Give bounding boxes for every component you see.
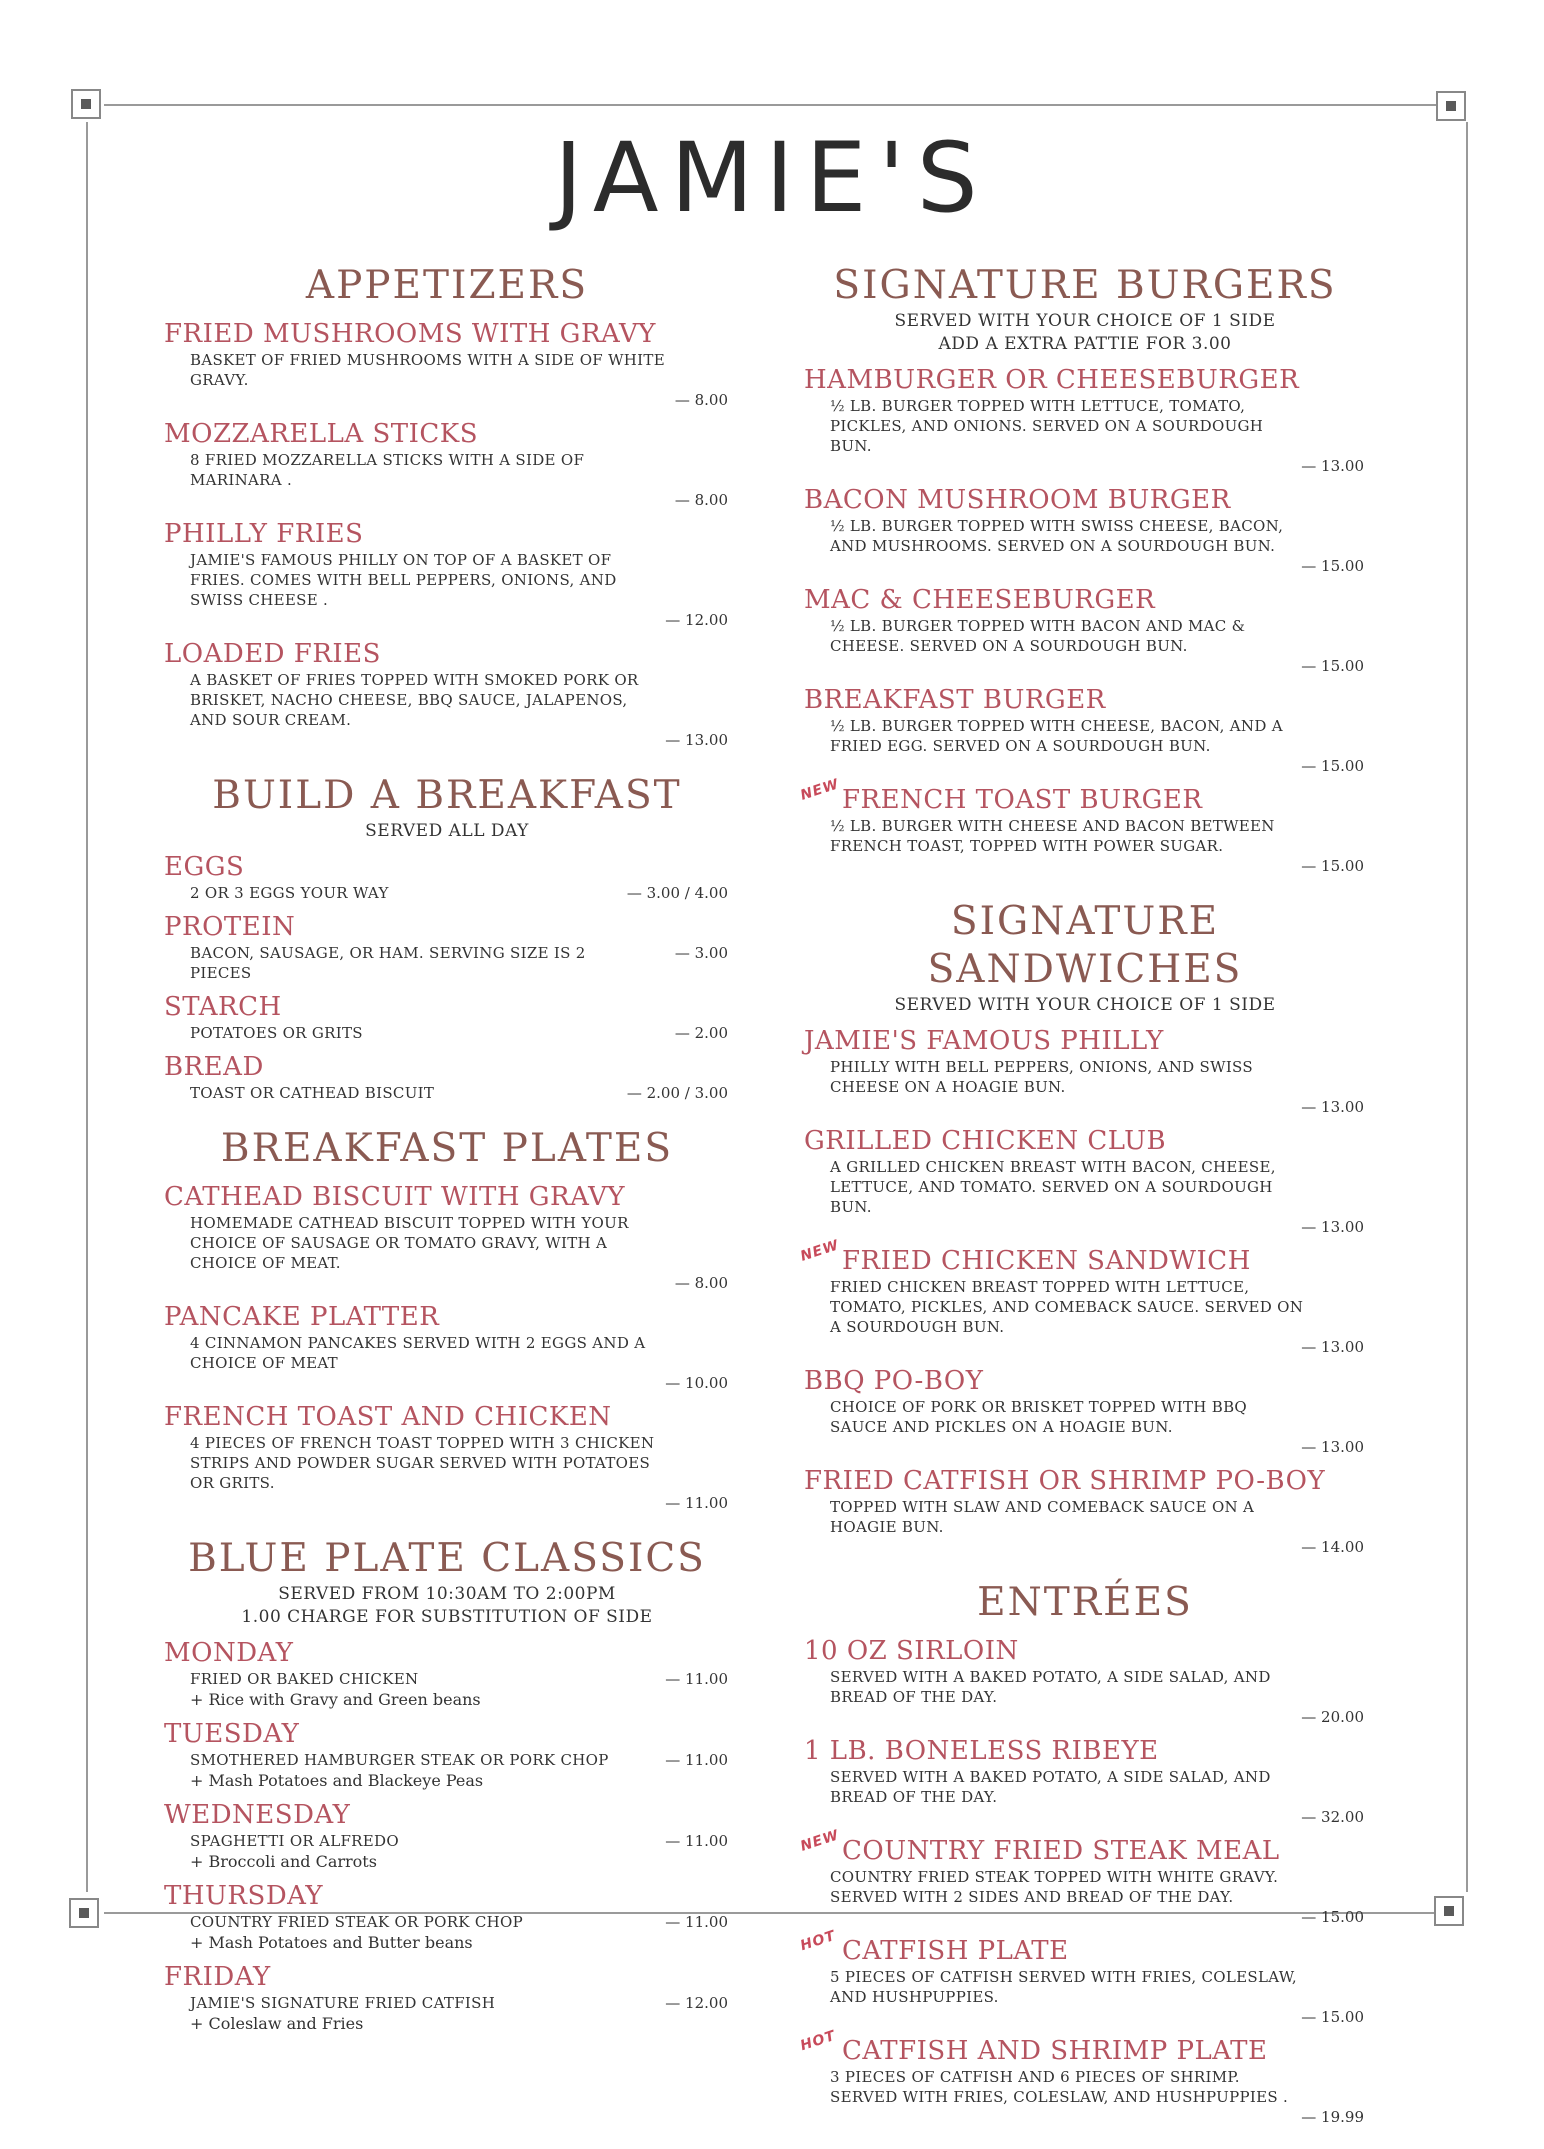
item-description: SERVED WITH A BAKED POTATO, A SIDE SALAD, AND BREAD OF THE DAY. (830, 1768, 1271, 1806)
item-price: — 13.00 (1301, 1218, 1364, 1236)
item-description: ½ LB. BURGER TOPPED WITH BACON AND MAC & CHEESE. SERVED ON A SOURDOUGH BUN. (830, 617, 1246, 655)
section-signature-burgers (798, 262, 1366, 876)
item-description: 8 FRIED MOZZARELLA STICKS WITH A SIDE OF MARINARA . (190, 451, 585, 489)
item-description: 3 PIECES OF CATFISH AND 6 PIECES OF SHRIMP. SERVED WITH FRIES, COLESLAW, AND HUSHPUPPIES . (830, 2068, 1289, 2106)
item-name: MAC & CHEESEBURGER (804, 585, 1156, 615)
item-description: PHILLY WITH BELL PEPPERS, ONIONS, AND SWISS CHEESE ON A HOAGIE BUN. (830, 1058, 1253, 1096)
item-price: — 15.00 (1301, 2008, 1364, 2026)
item-description: ½ LB. BURGER TOPPED WITH SWISS CHEESE, BACON, AND MUSHROOMS. SERVED ON A SOURDOUGH BUN. (830, 517, 1284, 555)
menu-item (164, 638, 730, 750)
item-sides: + Broccoli and Carrots (190, 1852, 377, 1871)
section-entrees (798, 1579, 1366, 2127)
corner-ornament-bottom-right (1434, 1896, 1464, 1926)
item-description: COUNTRY FRIED STEAK TOPPED WITH WHITE GRAVY. SERVED WITH 2 SIDES AND BREAD OF THE DAY. (830, 1868, 1279, 1906)
item-sides: + Mash Potatoes and Blackeye Peas (190, 1771, 484, 1790)
item-description: SERVED WITH A BAKED POTATO, A SIDE SALAD, AND BREAD OF THE DAY. (830, 1668, 1271, 1706)
item-name: FRIDAY (164, 1962, 271, 1992)
item-description: A GRILLED CHICKEN BREAST WITH BACON, CHEESE, LETTUCE, AND TOMATO. SERVED ON A SOURDOUGH BUN. (830, 1158, 1276, 1216)
item-name: GRILLED CHICKEN CLUB (804, 1126, 1167, 1156)
item-name: BREAKFAST BURGER (804, 685, 1106, 715)
section-title: APPETIZERS (305, 263, 589, 308)
item-name: CATFISH PLATE (842, 1936, 1069, 1966)
item-name: FRENCH TOAST BURGER (842, 785, 1203, 815)
item-name: JAMIE'S FAMOUS PHILLY (804, 1026, 1164, 1056)
menu-item (804, 1025, 1366, 1117)
item-price: — 15.00 (1301, 1908, 1364, 1926)
section-build-a-breakfast (164, 772, 730, 1103)
item-price: — 12.00 (665, 611, 728, 629)
item-name: CATFISH AND SHRIMP PLATE (842, 2036, 1268, 2066)
menu-item (804, 1465, 1366, 1557)
item-description: JAMIE'S SIGNATURE FRIED CATFISH (190, 1994, 496, 2012)
new-badge: NEW (798, 1237, 842, 1265)
menu-item (164, 1718, 730, 1791)
menu-item (164, 1401, 730, 1513)
item-price: — 15.00 (1301, 557, 1364, 575)
section-title: BREAKFAST PLATES (220, 1126, 674, 1171)
item-price: — 11.00 (665, 1751, 728, 1769)
item-name: PANCAKE PLATTER (164, 1302, 440, 1332)
menu-item (164, 1880, 730, 1953)
item-price: — 15.00 (1301, 857, 1364, 875)
section-subtitle: SERVED ALL DAY (365, 821, 529, 841)
item-price: — 20.00 (1301, 1708, 1364, 1726)
section-signature-sandwiches (798, 898, 1366, 1557)
item-name: EGGS (164, 852, 245, 882)
item-sides: + Rice with Gravy and Green beans (190, 1690, 481, 1709)
menu-item (804, 1635, 1366, 1727)
menu-item (164, 418, 730, 510)
item-name: FRIED CATFISH OR SHRIMP PO-BOY (804, 1466, 1326, 1496)
menu-item (164, 911, 730, 983)
item-name: HAMBURGER OR CHEESEBURGER (804, 365, 1300, 395)
item-name: WEDNESDAY (164, 1800, 351, 1830)
item-price: — 3.00 / 4.00 (626, 884, 728, 902)
item-name: MOZZARELLA STICKS (164, 419, 479, 449)
corner-ornament-bottom-left (69, 1898, 99, 1928)
corner-ornament-top-right (1436, 91, 1466, 121)
menu-item (164, 1961, 730, 2034)
item-name: THURSDAY (164, 1881, 324, 1911)
section-subtitle: SERVED WITH YOUR CHOICE OF 1 SIDE (894, 311, 1276, 331)
item-price: — 13.00 (1301, 1338, 1364, 1356)
section-title: ENTRÉES (977, 1580, 1193, 1625)
item-description: FRIED OR BAKED CHICKEN (190, 1670, 419, 1688)
item-name: 1 LB. BONELESS RIBEYE (804, 1736, 1159, 1766)
item-price: — 13.00 (1301, 1438, 1364, 1456)
new-badge: NEW (798, 776, 842, 804)
menu-item (798, 1927, 1366, 2027)
item-description: CHOICE OF PORK OR BRISKET TOPPED WITH BBQ SAUCE AND PICKLES ON A HOAGIE BUN. (830, 1398, 1247, 1436)
section-blue-plate-classics (164, 1535, 730, 2034)
menu-item (164, 851, 730, 903)
section-breakfast-plates (164, 1125, 730, 1513)
menu-item (804, 1735, 1366, 1827)
item-description: SMOTHERED HAMBURGER STEAK OR PORK CHOP (190, 1751, 609, 1769)
menu-item (164, 991, 730, 1043)
menu-item (798, 2027, 1366, 2127)
item-description: 4 PIECES OF FRENCH TOAST TOPPED WITH 3 CHICKEN STRIPS AND POWDER SUGAR SERVED WITH POTATOES OR GRITS. (190, 1434, 655, 1492)
hot-badge: HOT (798, 1927, 838, 1955)
item-price: — 8.00 (674, 491, 728, 509)
section-title: BUILD A BREAKFAST (212, 773, 682, 818)
item-description: JAMIE'S FAMOUS PHILLY ON TOP OF A BASKET OF FRIES. COMES WITH BELL PEPPERS, ONIONS, AND SWISS CHEESE . (190, 551, 617, 609)
item-price: — 19.99 (1301, 2108, 1364, 2126)
item-price: — 11.00 (665, 1494, 728, 1512)
left-column (164, 262, 730, 2056)
item-name: MONDAY (164, 1638, 294, 1668)
menu-item (804, 1365, 1366, 1457)
hot-badge: HOT (798, 2027, 838, 2055)
item-name: PROTEIN (164, 912, 296, 942)
item-price: — 11.00 (665, 1913, 728, 1931)
item-description: A BASKET OF FRIES TOPPED WITH SMOKED PORK OR BRISKET, NACHO CHEESE, BBQ SAUCE, JALAPENOS, AND SOUR CREAM. (190, 671, 639, 729)
item-price: — 15.00 (1301, 757, 1364, 775)
item-price: — 13.00 (665, 731, 728, 749)
item-name: FRIED MUSHROOMS WITH GRAVY (164, 319, 656, 349)
section-title: SIGNATURE SANDWICHES (927, 899, 1243, 992)
item-price: — 14.00 (1301, 1538, 1364, 1556)
frame-right-line (1466, 122, 1468, 1892)
item-price: — 13.00 (1301, 1098, 1364, 1116)
menu-item (804, 584, 1366, 676)
item-price: — 3.00 (674, 944, 728, 962)
item-name: 10 OZ SIRLOIN (804, 1636, 1019, 1666)
item-price: — 15.00 (1301, 657, 1364, 675)
menu-item (804, 364, 1366, 476)
item-description: SPAGHETTI OR ALFREDO (190, 1832, 399, 1850)
menu-item (798, 776, 1366, 876)
item-price: — 8.00 (674, 1274, 728, 1292)
corner-ornament-top-left (71, 89, 101, 119)
section-appetizers (164, 262, 730, 750)
item-name: CATHEAD BISCUIT WITH GRAVY (164, 1182, 626, 1212)
menu-item (164, 1301, 730, 1393)
section-subtitle: SERVED WITH YOUR CHOICE OF 1 SIDE (894, 995, 1276, 1015)
section-title: BLUE PLATE CLASSICS (188, 1536, 706, 1581)
item-description: TOPPED WITH SLAW AND COMEBACK SAUCE ON A HOAGIE BUN. (830, 1498, 1255, 1536)
menu-item (164, 318, 730, 410)
item-name: COUNTRY FRIED STEAK MEAL (842, 1836, 1280, 1866)
menu-item (804, 1125, 1366, 1237)
menu-item (164, 518, 730, 630)
item-name: PHILLY FRIES (164, 519, 364, 549)
item-description: COUNTRY FRIED STEAK OR PORK CHOP (190, 1913, 524, 1931)
item-name: TUESDAY (164, 1719, 300, 1749)
section-subtitle: 1.00 CHARGE FOR SUBSTITUTION OF SIDE (241, 1607, 653, 1627)
restaurant-title: JAMIE'S (554, 122, 990, 234)
item-description: ½ LB. BURGER TOPPED WITH CHEESE, BACON, AND A FRIED EGG. SERVED ON A SOURDOUGH BUN. (830, 717, 1283, 755)
item-price: — 8.00 (674, 391, 728, 409)
item-name: LOADED FRIES (164, 639, 381, 669)
item-description: ½ LB. BURGER TOPPED WITH LETTUCE, TOMATO, PICKLES, AND ONIONS. SERVED ON A SOURDOUGH BUN. (830, 397, 1264, 455)
item-price: — 2.00 / 3.00 (626, 1084, 728, 1102)
menu-item (164, 1051, 730, 1103)
item-description: POTATOES OR GRITS (190, 1024, 363, 1042)
item-description: 2 OR 3 EGGS YOUR WAY (190, 884, 389, 902)
item-price: — 10.00 (665, 1374, 728, 1392)
item-description: BASKET OF FRIED MUSHROOMS WITH A SIDE OF WHITE GRAVY. (190, 351, 665, 389)
item-price: — 32.00 (1301, 1808, 1364, 1826)
item-price: — 12.00 (665, 1994, 728, 2012)
new-badge: NEW (798, 1827, 842, 1855)
frame-left-line (86, 122, 88, 1892)
item-sides: + Mash Potatoes and Butter beans (190, 1933, 473, 1952)
item-name: FRENCH TOAST AND CHICKEN (164, 1402, 612, 1432)
item-description: 4 CINNAMON PANCAKES SERVED WITH 2 EGGS AND A CHOICE OF MEAT (190, 1334, 646, 1372)
menu-item (804, 684, 1366, 776)
item-description: ½ LB. BURGER WITH CHEESE AND BACON BETWEEN FRENCH TOAST, TOPPED WITH POWER SUGAR. (830, 817, 1275, 855)
item-price: — 11.00 (665, 1670, 728, 1688)
item-sides: + Coleslaw and Fries (190, 2014, 364, 2033)
section-subtitle: SERVED FROM 10:30AM TO 2:00PM (278, 1584, 616, 1604)
menu-item (164, 1181, 730, 1293)
menu-item (804, 484, 1366, 576)
item-price: — 13.00 (1301, 457, 1364, 475)
item-name: BBQ PO-BOY (804, 1366, 984, 1396)
section-subtitle: ADD A EXTRA PATTIE FOR 3.00 (938, 334, 1232, 354)
item-description: TOAST OR CATHEAD BISCUIT (190, 1084, 435, 1102)
item-name: FRIED CHICKEN SANDWICH (842, 1246, 1251, 1276)
item-price: — 2.00 (674, 1024, 728, 1042)
menu-item (164, 1637, 730, 1710)
frame-top-line (104, 104, 1444, 106)
section-title: SIGNATURE BURGERS (833, 263, 1337, 308)
item-description: 5 PIECES OF CATFISH SERVED WITH FRIES, COLESLAW, AND HUSHPUPPIES. (830, 1968, 1297, 2006)
item-name: BACON MUSHROOM BURGER (804, 485, 1231, 515)
item-description: BACON, SAUSAGE, OR HAM. SERVING SIZE IS 2 PIECES (190, 944, 586, 982)
item-name: BREAD (164, 1052, 264, 1082)
item-description: HOMEMADE CATHEAD BISCUIT TOPPED WITH YOUR CHOICE OF SAUSAGE OR TOMATO GRAVY, WITH A CHOICE OF MEAT. (190, 1214, 629, 1272)
menu-item (164, 1799, 730, 1872)
menu-item (798, 1827, 1366, 1927)
item-name: STARCH (164, 992, 282, 1022)
item-description: FRIED CHICKEN BREAST TOPPED WITH LETTUCE, TOMATO, PICKLES, AND COMEBACK SAUCE. SERVED ON A SOURDOUGH BUN. (830, 1278, 1304, 1336)
item-price: — 11.00 (665, 1832, 728, 1850)
right-column (798, 262, 1366, 2149)
menu-item (798, 1237, 1366, 1357)
